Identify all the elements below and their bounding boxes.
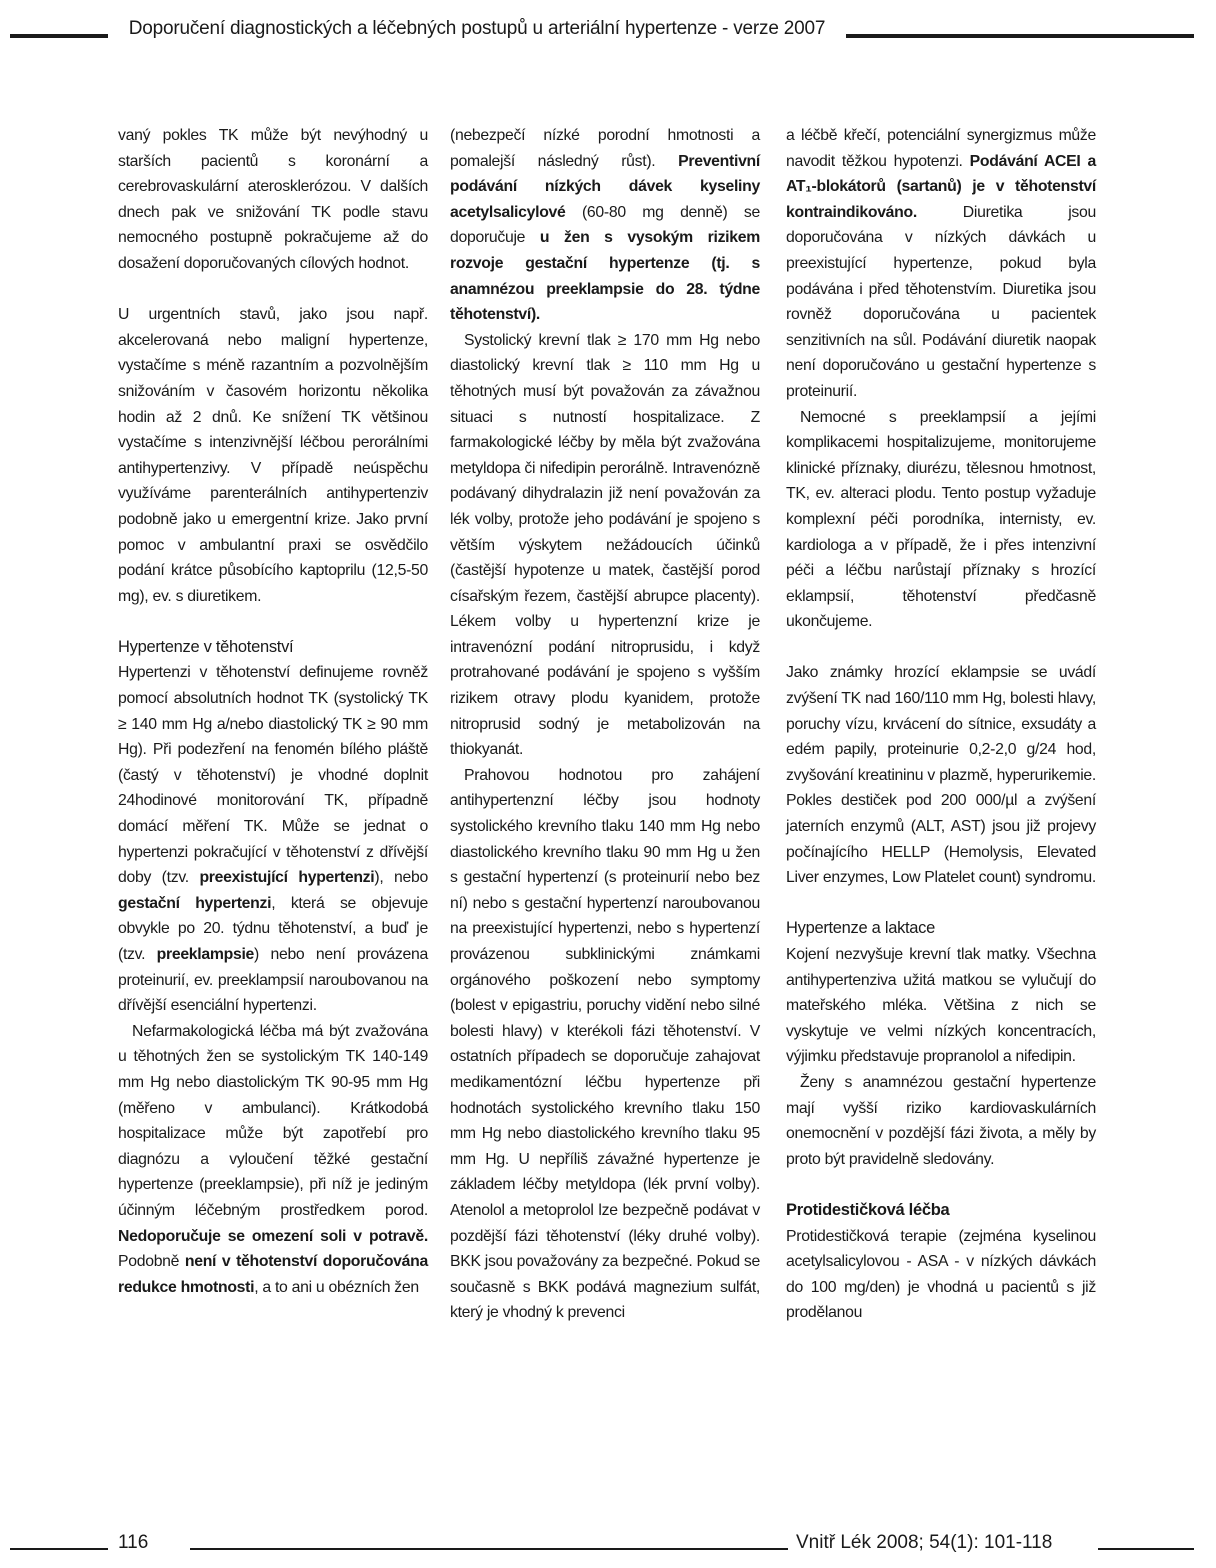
paragraph: Nemocné s preeklampsií a jejími komplikacemi hospitalizujeme, monitorujeme klinické příznaky, diurézu, tělesnou hmotnost, TK, ev. alteraci plodu. Tento postup vyžaduje komplexní péči porodníka, internisty, ev. kardiologa a v případě, že i přes intenzivní péči a léčbu narůstají příznaky s hrozící eklampsií, těhotenství předčasně ukončujeme. xyxy=(786,408,1096,631)
paragraph xyxy=(450,123,760,328)
footer-rule-left xyxy=(10,1548,108,1550)
section-heading-lactation: Hypertenze a laktace xyxy=(786,919,936,938)
text-run: Hypertenzi v těhotenství definujeme rovněž pomocí absolutních hodnot TK (systolický TK ≥ 140 mm Hg a/nebo diastolický TK ≥ 90 mm Hg). Při podezření na fenomén bílého pláště (častý v těhotenství) je vhodné doplnit 24hodinové monitorování TK, případně domácí měření TK. Může se jednat o hypertenzi pokračující v těhotenství z dřívější doby (tzv. xyxy=(118,664,428,887)
bold-term: Podávání ACEI a AT₁-blokátorů (sartanů) je v těhotenství kontraindikováno. xyxy=(786,152,1096,221)
section-heading-antiplatelet: Protidestičková léčba xyxy=(786,1200,950,1219)
bold-term: preeklampsie xyxy=(156,946,255,963)
journal-citation: Vnitř Lék 2008; 54(1): 101-118 xyxy=(796,1532,1053,1553)
bold-term: Preventivní podávání nízkých dávek kyseliny acetylsalicylové xyxy=(450,152,760,221)
paragraph: Jako známky hrozící eklampsie se uvádí zvýšení TK nad 160/110 mm Hg, bolesti hlavy, poruchy vízu, krvácení do sítnice, exsudáty a edém papily, proteinurie 0,2-2,0 g/24 hod, zvyšování kreatininu v plazmě, hyperurikemie. Pokles destiček pod 200 000/µl a zvýšení jaterních enzymů (ALT, AST) jsou již projevy počínajícího HELLP (Hemolysis, Elevated Liver enzymes, Low Platelet count) syndromu. xyxy=(786,664,1096,887)
header-rule-right xyxy=(846,34,1194,38)
text-run: Diuretika jsou doporučována v nízkých dávkách u preexistující hypertenze, pokud byla podávána i před těhotenstvím. Diuretika jsou rovněž doporučována u pacientek senzitivních na sůl. Podávání diuretik naopak není doporučováno u gestační hypertenze s proteinurií. xyxy=(786,203,1096,400)
running-title: Doporučení diagnostických a léčebných postupů u arteriální hypertenze - verze 2007 xyxy=(128,18,826,39)
paragraph xyxy=(118,1019,428,1301)
paragraph xyxy=(118,660,428,1018)
section-heading-pregnancy: Hypertenze v těhotenství xyxy=(118,637,294,656)
text-run: a léčbě křečí, potenciální synergizmus může navodit těžkou hypotenzi. xyxy=(786,127,1096,170)
text-run: ) nebo není provázena proteinurií, ev. preeklampsií naroubovanou na dřívější esenciální hypertenzi. xyxy=(118,946,428,1015)
paragraph: vaný pokles TK může být nevýhodný u starších pacientů s koronární a cerebrovaskulární aterosklerózou. V dalších dnech pak ve snižování TK podle stavu nemocného postupně pokračujeme až do dosažení doporučovaných cílových hodnot. xyxy=(118,127,428,272)
bold-term: preexistující hypertenzi xyxy=(199,869,375,887)
text-column-2 xyxy=(450,123,760,1326)
paragraph: Prahovou hodnotou pro zahájení antihypertenzní léčby jsou hodnoty systolického krevního tlaku 140 mm Hg nebo diastolického krevního tlaku 90 mm Hg u žen s gestační hypertenzí (s proteinurií nebo bez ní) nebo s gestační hypertenzí naroubovanou na preexistující hypertenzi, nebo s hypertenzí provázenou subklinickými známkami orgánového poškození nebo symptomy (bolest v epigastriu, poruchy vidění nebo silné bolesti hlavy) v kterékoli fázi těhotenství. V ostatních případech se doporučuje zahajovat medikamentózní léčbu hypertenze při hodnotách systolického krevního tlaku 150 mm Hg nebo diastolického krevního tlaku 95 mm Hg. U nepříliš závažné hypertenze je základem léčby metyldopa (lék první volby). Atenolol a metoprolol lze bezpečně podávat v pozdější fázi těhotenství (léky druhé volby). BKK jsou považovány za bezpečné. Pokud se současně s BKK podává magnezium sulfát, který je vhodný k prevenci xyxy=(450,766,760,1322)
running-header xyxy=(0,8,1216,48)
text-run: , která se objevuje obvykle po 20. týdnu těhotenství, a buď je (tzv. xyxy=(118,894,428,963)
text-run: , a to ani u obézních žen xyxy=(254,1278,419,1296)
paragraph: Protidestičková terapie (zejména kyselinou acetylsalicylovou - ASA - v nízkých dávkách do 100 mg/den) je vhodná u pacientů s již prodělanou xyxy=(786,1227,1096,1322)
bold-term: není v těhotenství doporučována redukce hmotnosti xyxy=(118,1253,428,1296)
text-run: (60-80 mg denně) se doporučuje xyxy=(450,203,760,247)
paragraph: Systolický krevní tlak ≥ 170 mm Hg nebo diastolický krevní tlak ≥ 110 mm Hg u těhotných musí být považován za závažnou situaci s nutností hospitalizace. Z farmakologické léčby by měla být zvažována metyldopa či nifedipin perorálně. Intravenózně podávaný dihydralazin již není považován za lék volby, protože jeho podávání je spojeno s větším výskytem nežádoucích účinků (častější hypotenze u matek, častější porod císařským řezem, častější abrupce placenty). Lékem volby u hypertenzní krize je intravenózní podání nitroprusidu, i když protrahované podávání je spojeno s vyšším rizikem otravy plodu kyanidem, protože nitroprusid sodný je metabolizován na thiokyanát. xyxy=(450,331,760,759)
text-run: Podobně xyxy=(118,1253,185,1271)
paragraph: Ženy s anamnézou gestační hypertenze mají vyšší riziko kardiovaskulárních onemocnění v pozdější fázi života, a měly by proto být pravidelně sledovány. xyxy=(786,1073,1096,1168)
header-rule-left xyxy=(10,34,108,38)
text-column-1 xyxy=(118,123,428,1300)
running-footer xyxy=(0,1524,1216,1560)
footer-rule-right xyxy=(1098,1548,1194,1550)
bold-term: Nedoporučuje se omezení soli v potravě. xyxy=(118,1227,428,1245)
footer-rule-middle xyxy=(190,1548,788,1550)
page-number: 116 xyxy=(118,1532,149,1553)
text-run: Nefarmakologická léčba má být zvažována u těhotných žen se systolickým TK 140-149 mm Hg nebo diastolickým TK 90-95 mm Hg (měřeno v ambulanci). Krátkodobá hospitalizace může být zapotřebí pro diagnózu a vyloučení těžké gestační hypertenze (preeklampsie), při níž je jediným účinným léčebným prostředkem porod. xyxy=(118,1022,428,1219)
text-run: (nebezpečí nízké porodní hmotnosti a pomalejší následný růst). xyxy=(450,127,760,170)
bold-term: gestační hypertenzi xyxy=(118,894,272,912)
paragraph xyxy=(786,123,1096,405)
text-run: ), nebo xyxy=(374,869,428,887)
paragraph: U urgentních stavů, jako jsou např. akcelerovaná nebo maligní hypertenze, vystačíme s méně razantním a pozvolnějším snižováním v časovém horizontu několika hodin až 2 dnů. Ke snížení TK většinou vystačíme s intenzivnější léčbou perorálními antihypertenzivy. V případě neúspěchu využíváme parenterálních antihypertenziv podobně jako u emergentní krize. Jako první pomoc v ambulantní praxi se osvědčilo podání krátce působícího kaptoprilu (12,5-50 mg), ev. s diuretikem. xyxy=(118,306,428,605)
text-column-3 xyxy=(786,123,1096,1326)
bold-term: u žen s vysokým rizikem rozvoje gestační hypertenze (tj. s anamnézou preeklampsie do 28. týdne těhotenství). xyxy=(450,229,760,324)
paragraph: Kojení nezvyšuje krevní tlak matky. Všechna antihypertenziva užitá matkou se vylučují do mateřského mléka. Většina z nich se vyskytuje ve velmi nízkých koncentracích, výjimku představuje propranolol a nifedipin. xyxy=(786,946,1096,1066)
